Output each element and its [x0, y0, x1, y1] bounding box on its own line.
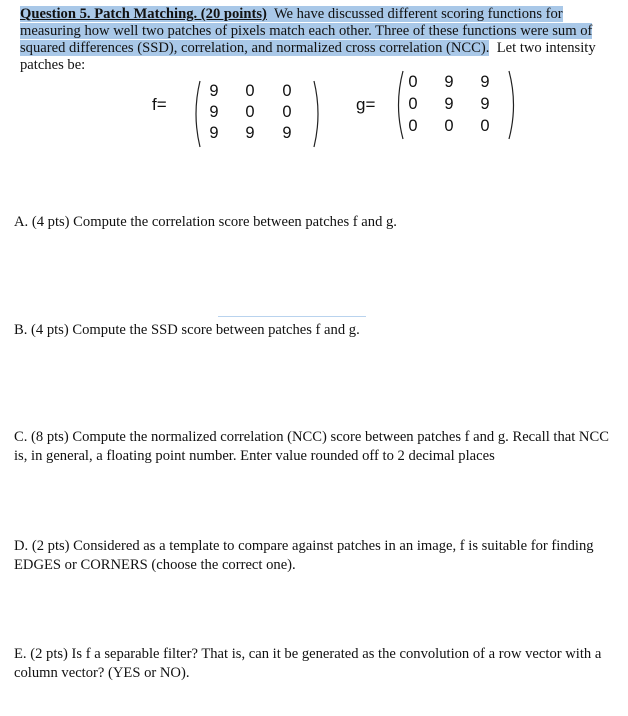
g-cell-0-2: 9 [480, 73, 490, 91]
f-label: f= [152, 95, 167, 114]
f-cell-1-1: 0 [245, 103, 255, 121]
part-a: A. (4 pts) Compute the correlation score between patches f and g. [14, 214, 397, 230]
part-e: E. (2 pts) Is f a separable filter? That is, can it be generated as the convolution of a row vector with a column vector? (YES or NO). [14, 646, 602, 681]
question-title: Question 5. Patch Matching. (20 points) [20, 6, 267, 22]
f-cell-1-0: 9 [209, 103, 219, 121]
f-cell-0-0: 9 [209, 82, 219, 100]
g-label: g= [356, 95, 376, 114]
g-cell-2-0: 0 [408, 117, 418, 135]
matrix-g [392, 68, 522, 142]
f-cell-2-2: 9 [282, 124, 292, 142]
question-description: We have discussed different scoring functions for measuring how well two patches of pixels match each other. Three of these functions were sum of squared differences (SSD), correlation, and normalized cross correlation (NCC). [20, 6, 593, 56]
g-cell-0-1: 9 [444, 73, 454, 91]
part-b: B. (4 pts) Compute the SSD score between patches f and g. [14, 322, 360, 338]
g-cell-1-0: 0 [408, 95, 418, 113]
answer-line [218, 316, 366, 317]
g-cell-1-1: 9 [444, 95, 454, 113]
g-cell-0-0: 0 [408, 73, 418, 91]
f-cell-2-1: 9 [245, 124, 255, 142]
f-cell-1-2: 0 [282, 103, 292, 121]
f-cell-0-1: 0 [245, 82, 255, 100]
f-cell-2-0: 9 [209, 124, 219, 142]
question-intro [20, 6, 620, 74]
part-c: C. (8 pts) Compute the normalized correlation (NCC) score between patches f and g. Recall that NCC is, in general, a floating point number. Enter value rounded off to 2 decimal places [14, 429, 609, 464]
part-d: D. (2 pts) Considered as a template to compare against patches in an image, f is suitable for finding EDGES or CORNERS (choose the correct one). [14, 538, 594, 573]
g-cell-2-2: 0 [480, 117, 490, 135]
question-lead-in: Let two intensity patches be: [20, 40, 596, 73]
f-cell-0-2: 0 [282, 82, 292, 100]
matrix-f [190, 78, 330, 150]
g-cell-2-1: 0 [444, 117, 454, 135]
g-cell-1-2: 9 [480, 95, 490, 113]
